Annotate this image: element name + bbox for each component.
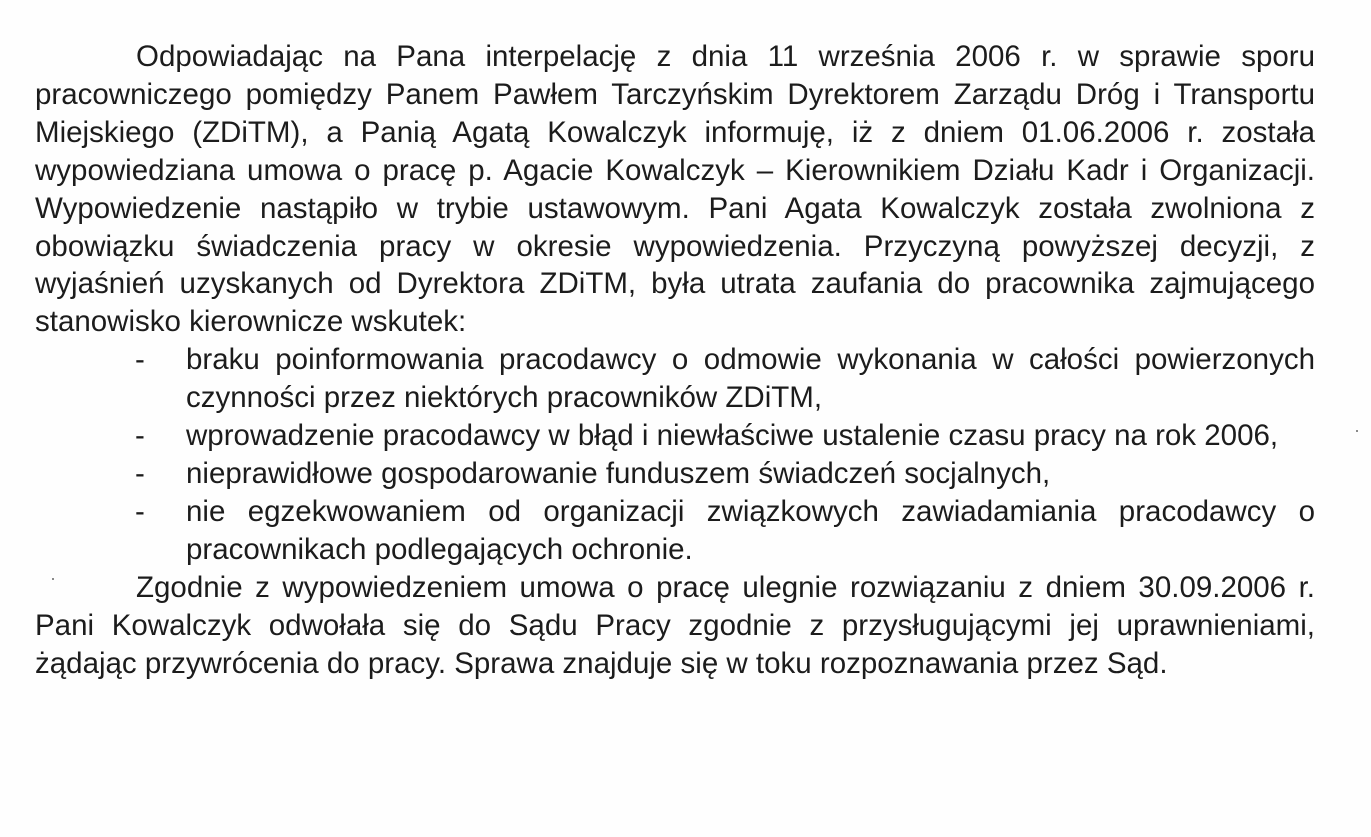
paragraph-1: Odpowiadając na Pana interpelację z dnia 11 września 2006 r. w sprawie sporu pracowniczego pomiędzy Panem Pawłem Tarczyńskim Dyrektorem Zarządu Dróg i Transportu Miejskiego (ZDiTM), a Panią Agatą Kowalczyk informuję, iż z dniem 01.06.2006 r. została wypowiedziana umowa o pracę p. Agacie Kowalczyk – Kierownikiem Działu Kadr i Organizacji. Wypowiedzenie nastąpiło w trybie ustawowym. Pani Agata Kowalczyk została zwolniona z obowiązku świadczenia pracy w okresie wypowiedzenia. Przyczyną powyższej decyzji, z wyjaśnień uzyskanych od Dyrektora ZDiTM, była utrata zaufania do pracownika zajmującego stanowisko kierownicze wskutek: bbox=[35, 40, 1315, 339]
reasons-list bbox=[35, 341, 1315, 568]
list-item-text: braku poinformowania pracodawcy o odmowie wykonania w całości powierzonych czynności przez niektórych pracowników ZDiTM, bbox=[186, 343, 1315, 415]
bullet-dash: - bbox=[135, 419, 145, 453]
bullet-dash: - bbox=[135, 343, 145, 377]
bullet-dash: - bbox=[135, 494, 145, 528]
list-item-text: wprowadzenie pracodawcy w błąd i niewłaściwe ustalenie czasu pracy na rok 2006, bbox=[186, 419, 1279, 453]
list-item-text: nie egzekwowaniem od organizacji związkowych zawiadamiania pracodawcy o pracownikach podlegających ochronie. bbox=[186, 494, 1315, 566]
paragraph-2: Zgodnie z wypowiedzeniem umowa o pracę ulegnie rozwiązaniu z dniem 30.09.2006 r. Pani Kowalczyk odwołała się do Sądu Pracy zgodnie z przysługującymi jej uprawnieniami, żądając przywrócenia do pracy. Sprawa znajduje się w toku rozpoznawania przez Sąd. bbox=[35, 570, 1315, 680]
list-item bbox=[35, 417, 1315, 455]
list-item bbox=[35, 341, 1315, 417]
bullet-dash: - bbox=[135, 456, 145, 490]
scan-speck bbox=[1356, 430, 1358, 432]
scan-speck bbox=[52, 578, 54, 580]
list-item bbox=[35, 493, 1315, 569]
letter-body bbox=[35, 38, 1315, 682]
list-item-text: nieprawidłowe gospodarowanie funduszem świadczeń socjalnych, bbox=[186, 456, 1051, 490]
list-item bbox=[35, 455, 1315, 493]
